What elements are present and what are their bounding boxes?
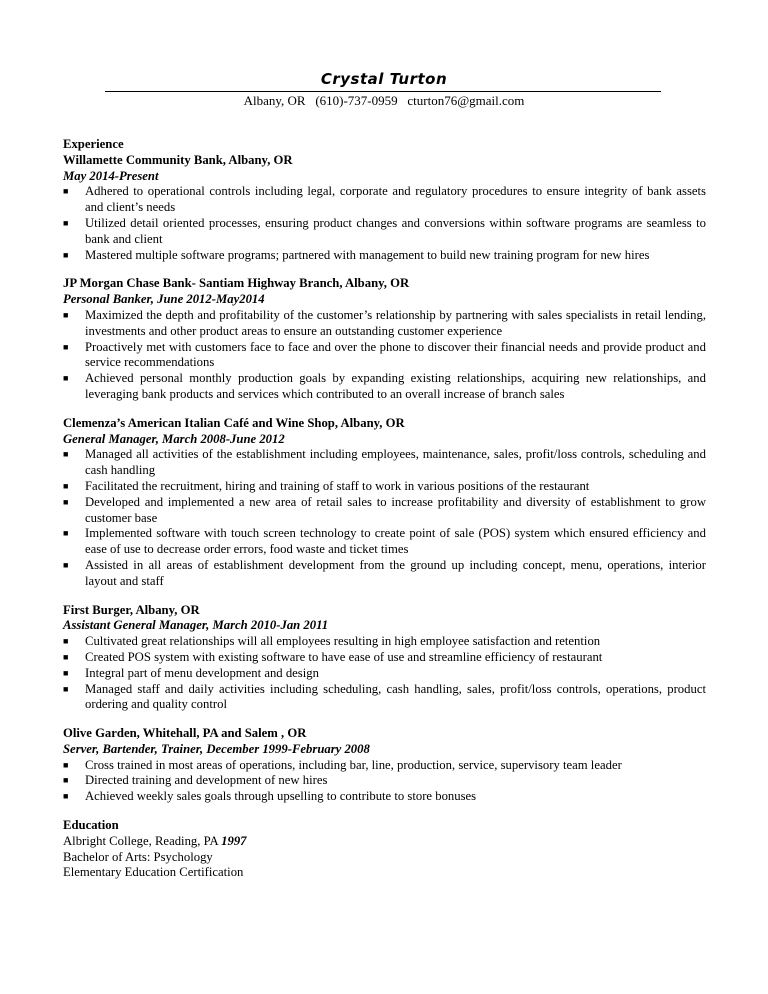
square-bullet-icon: ■	[63, 249, 69, 260]
bullet-item	[63, 371, 706, 403]
education-school	[63, 834, 706, 850]
bullet-item	[63, 526, 706, 558]
bullet-text: Achieved weekly sales goals through upselling to contribute to store bonuses	[85, 789, 477, 804]
bullet-item	[63, 447, 706, 479]
bullet-text: Developed and implemented a new area of retail sales to increase profitability and diversity of establishment to grow customer base	[85, 494, 706, 525]
bullet-text: Adhered to operational controls including legal, corporate and regulatory procedures to ensure integrity of bank assets and client’s needs	[85, 184, 706, 215]
bullet-item	[63, 340, 706, 372]
job-bullets	[63, 634, 706, 713]
education-heading: Education	[63, 818, 119, 833]
job-role: May 2014-Present	[63, 168, 159, 183]
job-section	[63, 603, 706, 714]
square-bullet-icon: ■	[63, 217, 69, 228]
experience-heading: Experience	[63, 137, 124, 151]
square-bullet-icon: ■	[63, 791, 69, 802]
bullet-text: Managed staff and daily activities including scheduling, cash handling, sales, profit/loss controls, operations, product ordering and quality control	[85, 681, 706, 712]
square-bullet-icon: ■	[63, 373, 69, 384]
bullet-item	[63, 495, 706, 527]
candidate-name: Crystal Turton	[320, 70, 448, 88]
bullet-text: Implemented software with touch screen technology to create point of sale (POS) system which ensured efficiency and ease of use to decrease order errors, food waste and ticket times	[85, 526, 706, 557]
square-bullet-icon: ■	[63, 341, 69, 352]
bullet-text: Proactively met with customers face to face and over the phone to discover their financial needs and provide product and service recommendations	[85, 339, 706, 370]
school-name: Albright College, Reading, PA	[63, 833, 218, 848]
experience-list	[63, 153, 706, 805]
square-bullet-icon: ■	[63, 683, 69, 694]
job-employer: Clemenza’s American Italian Café and Wine Shop, Albany, OR	[63, 415, 405, 430]
bullet-text: Achieved personal monthly production goals by expanding existing relationships, acquiring new relationships, and leveraging bank products and services which contributed to an overall increase of branch sales	[85, 371, 706, 401]
bullet-item	[63, 758, 706, 774]
job-employer: Olive Garden, Whitehall, PA and Salem , OR	[63, 726, 307, 741]
job-section	[63, 153, 706, 264]
bullet-text: Cultivated great relationships will all employees resulting in high employee satisfaction and retention	[85, 634, 601, 649]
job-bullets	[63, 758, 706, 805]
square-bullet-icon: ■	[63, 496, 69, 507]
bullet-item	[63, 773, 706, 789]
job-section	[63, 726, 706, 805]
bullet-text: Integral part of menu development and design	[85, 665, 319, 680]
job-section	[63, 416, 706, 590]
bullet-text: Facilitated the recruitment, hiring and training of staff to work in various positions of the restaurant	[85, 478, 590, 493]
header-rule	[105, 91, 661, 92]
bullet-item	[63, 184, 706, 216]
bullet-text: Cross trained in most areas of operations, including bar, line, production, service, supervisory team leader	[85, 757, 622, 772]
square-bullet-icon: ■	[63, 651, 69, 662]
bullet-text: Managed all activities of the establishment including employees, maintenance, sales, profit/loss controls, scheduling and cash handling	[85, 447, 706, 478]
job-employer: Willamette Community Bank, Albany, OR	[63, 152, 293, 167]
square-bullet-icon: ■	[63, 186, 69, 197]
bullet-text: Assisted in all areas of establishment development from the ground up including concept, menu, operations, interior layout and staff	[85, 557, 706, 588]
education-degree: Bachelor of Arts: Psychology	[63, 849, 213, 864]
bullet-item	[63, 650, 706, 666]
bullet-text: Created POS system with existing software to have ease of use and streamline efficiency of restaurant	[85, 649, 603, 664]
square-bullet-icon: ■	[63, 759, 69, 770]
contact-line: Albany, OR (610)-737-0959 cturton76@gmail.com	[243, 93, 525, 108]
square-bullet-icon: ■	[63, 309, 69, 320]
job-employer: JP Morgan Chase Bank- Santiam Highway Branch, Albany, OR	[63, 276, 410, 291]
job-employer: First Burger, Albany, OR	[63, 602, 200, 617]
square-bullet-icon: ■	[63, 667, 69, 678]
square-bullet-icon: ■	[63, 480, 69, 491]
bullet-item	[63, 479, 706, 495]
bullet-item	[63, 308, 706, 340]
job-role: General Manager, March 2008-June 2012	[63, 431, 285, 446]
education-certification: Elementary Education Certification	[63, 865, 244, 880]
job-role: Assistant General Manager, March 2010-Jan 2011	[63, 618, 329, 633]
bullet-item	[63, 634, 706, 650]
square-bullet-icon: ■	[63, 528, 69, 539]
bullet-text: Maximized the depth and profitability of the customer’s relationship by partnering with sales specialists in retail lending, investments and other product areas to ensure an outstanding customer experience	[85, 307, 706, 338]
education-section	[63, 818, 706, 881]
bullet-item	[63, 789, 706, 805]
graduation-year: 1997	[221, 833, 247, 848]
bullet-text: Directed training and development of new hires	[85, 773, 328, 788]
square-bullet-icon: ■	[63, 449, 69, 460]
resume-body	[63, 137, 706, 881]
job-role: Server, Bartender, Trainer, December 1999-February 2008	[63, 741, 370, 756]
job-section	[63, 276, 706, 402]
bullet-item	[63, 682, 706, 714]
job-bullets	[63, 447, 706, 589]
square-bullet-icon: ■	[63, 636, 69, 647]
bullet-text: Mastered multiple software programs; partnered with management to build new training program for new hires	[85, 247, 650, 262]
bullet-text: Utilized detail oriented processes, ensuring product changes and conversions within software programs are seamless to bank and client	[85, 215, 706, 246]
job-bullets	[63, 308, 706, 403]
bullet-item	[63, 558, 706, 590]
bullet-item	[63, 248, 706, 264]
bullet-item	[63, 216, 706, 248]
bullet-item	[63, 666, 706, 682]
job-bullets	[63, 184, 706, 263]
job-role: Personal Banker, June 2012-May2014	[63, 292, 265, 307]
square-bullet-icon: ■	[63, 559, 69, 570]
square-bullet-icon: ■	[63, 775, 69, 786]
